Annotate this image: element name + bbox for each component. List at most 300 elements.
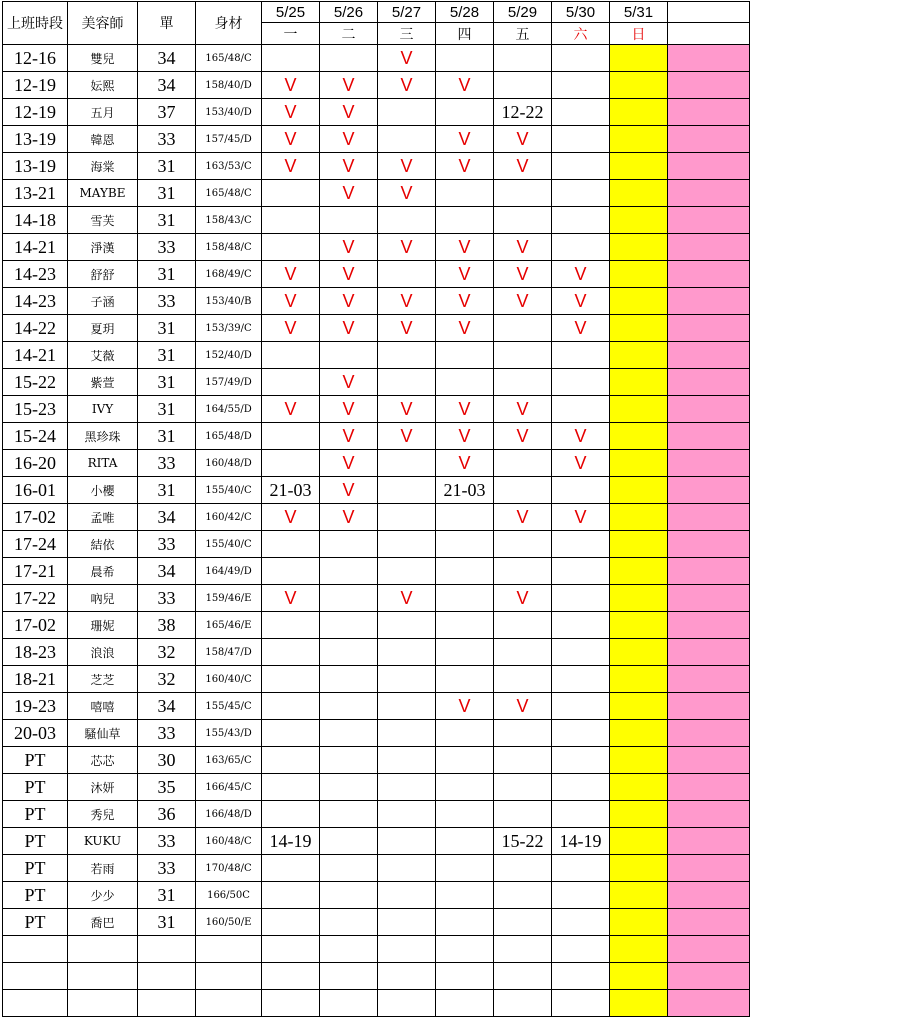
extra-column-cell — [668, 612, 750, 639]
schedule-mark-cell — [320, 666, 378, 693]
schedule-mark-cell: V — [436, 126, 494, 153]
schedule-mark-cell — [436, 369, 494, 396]
extra-column-cell — [668, 585, 750, 612]
schedule-mark-cell — [610, 315, 668, 342]
count-cell: 33 — [138, 288, 196, 315]
schedule-mark-cell — [610, 990, 668, 1017]
schedule-mark-cell: V — [262, 126, 320, 153]
header-date-4: 5/28 — [436, 2, 494, 23]
count-cell: 33 — [138, 531, 196, 558]
schedule-mark-cell: V — [436, 315, 494, 342]
schedule-mark-cell — [262, 936, 320, 963]
schedule-mark-cell: V — [320, 99, 378, 126]
shift-cell — [3, 963, 68, 990]
schedule-mark-cell — [436, 99, 494, 126]
table-row — [3, 153, 750, 180]
header-date-5: 5/29 — [494, 2, 552, 23]
count-cell: 33 — [138, 585, 196, 612]
table-row — [3, 180, 750, 207]
body-stats-cell: 165/48/C — [196, 180, 262, 207]
schedule-mark-cell — [262, 774, 320, 801]
schedule-mark-cell — [610, 234, 668, 261]
schedule-mark-cell — [552, 963, 610, 990]
schedule-mark-cell — [610, 855, 668, 882]
schedule-mark-cell — [262, 882, 320, 909]
body-stats-cell: 164/55/D — [196, 396, 262, 423]
schedule-mark-cell — [262, 234, 320, 261]
table-row — [3, 585, 750, 612]
schedule-mark-cell: V — [494, 234, 552, 261]
shift-cell: 17-02 — [3, 504, 68, 531]
shift-cell: PT — [3, 747, 68, 774]
schedule-mark-cell — [610, 936, 668, 963]
count-cell: 38 — [138, 612, 196, 639]
stylist-name-cell: 少少 — [68, 882, 138, 909]
schedule-mark-cell — [552, 855, 610, 882]
header-weekday-3: 三 — [378, 23, 436, 45]
schedule-mark-cell: V — [320, 288, 378, 315]
shift-cell: 17-22 — [3, 585, 68, 612]
count-cell: 30 — [138, 747, 196, 774]
stylist-name-cell: KUKU — [68, 828, 138, 855]
stylist-name-cell: IVY — [68, 396, 138, 423]
schedule-mark-cell: V — [262, 396, 320, 423]
shift-cell: 17-02 — [3, 612, 68, 639]
schedule-mark-cell — [610, 909, 668, 936]
extra-column-cell — [668, 207, 750, 234]
schedule-mark-cell: 14-19 — [262, 828, 320, 855]
body-stats-cell: 153/39/C — [196, 315, 262, 342]
shift-cell: 12-16 — [3, 45, 68, 72]
schedule-mark-cell: V — [320, 423, 378, 450]
schedule-mark-cell — [552, 936, 610, 963]
count-cell: 37 — [138, 99, 196, 126]
table-row — [3, 288, 750, 315]
header-weekday-2: 二 — [320, 23, 378, 45]
body-stats-cell: 163/65/C — [196, 747, 262, 774]
schedule-mark-cell — [610, 72, 668, 99]
schedule-mark-cell — [610, 882, 668, 909]
count-cell: 31 — [138, 153, 196, 180]
count-cell: 31 — [138, 207, 196, 234]
schedule-mark-cell — [320, 558, 378, 585]
body-stats-cell: 153/40/B — [196, 288, 262, 315]
schedule-mark-cell — [436, 882, 494, 909]
schedule-mark-cell — [494, 477, 552, 504]
schedule-mark-cell — [494, 936, 552, 963]
schedule-mark-cell — [610, 180, 668, 207]
extra-column-cell — [668, 72, 750, 99]
count-cell: 32 — [138, 639, 196, 666]
schedule-mark-cell — [378, 963, 436, 990]
schedule-mark-cell: V — [378, 153, 436, 180]
shift-cell: 14-23 — [3, 261, 68, 288]
body-stats-cell: 163/53/C — [196, 153, 262, 180]
table-row — [3, 882, 750, 909]
count-cell: 32 — [138, 666, 196, 693]
stylist-name-cell: 沐妍 — [68, 774, 138, 801]
schedule-mark-cell — [320, 909, 378, 936]
shift-cell: 15-23 — [3, 396, 68, 423]
table-row — [3, 99, 750, 126]
schedule-mark-cell — [262, 747, 320, 774]
schedule-mark-cell: V — [494, 504, 552, 531]
extra-column-cell — [668, 396, 750, 423]
body-stats-cell: 164/49/D — [196, 558, 262, 585]
schedule-mark-cell — [436, 828, 494, 855]
schedule-mark-cell — [610, 126, 668, 153]
schedule-mark-cell: V — [436, 693, 494, 720]
schedule-mark-cell — [436, 45, 494, 72]
schedule-mark-cell — [610, 963, 668, 990]
schedule-mark-cell — [494, 801, 552, 828]
schedule-mark-cell: V — [378, 315, 436, 342]
schedule-mark-cell: 15-22 — [494, 828, 552, 855]
header-date-1: 5/25 — [262, 2, 320, 23]
body-stats-cell: 160/50/E — [196, 909, 262, 936]
shift-cell: 12-19 — [3, 99, 68, 126]
schedule-mark-cell — [320, 747, 378, 774]
body-stats-cell: 153/40/D — [196, 99, 262, 126]
stylist-name-cell: 吶兒 — [68, 585, 138, 612]
body-stats-cell: 166/50C — [196, 882, 262, 909]
schedule-mark-cell — [320, 990, 378, 1017]
schedule-mark-cell: V — [262, 585, 320, 612]
extra-column-cell — [668, 909, 750, 936]
shift-cell: 15-24 — [3, 423, 68, 450]
schedule-mark-cell — [436, 585, 494, 612]
shift-cell: 18-21 — [3, 666, 68, 693]
schedule-mark-cell: V — [494, 693, 552, 720]
stylist-name-cell: 孟唯 — [68, 504, 138, 531]
schedule-mark-cell: V — [436, 288, 494, 315]
shift-cell: 14-21 — [3, 342, 68, 369]
extra-column-cell — [668, 666, 750, 693]
schedule-mark-cell — [610, 477, 668, 504]
table-row — [3, 342, 750, 369]
schedule-mark-cell: V — [262, 315, 320, 342]
schedule-mark-cell — [378, 612, 436, 639]
schedule-mark-cell: V — [494, 153, 552, 180]
schedule-mark-cell — [494, 963, 552, 990]
extra-column-cell — [668, 882, 750, 909]
stylist-name-cell: 若雨 — [68, 855, 138, 882]
table-row — [3, 855, 750, 882]
schedule-mark-cell — [494, 450, 552, 477]
schedule-mark-cell — [610, 693, 668, 720]
count-cell: 34 — [138, 45, 196, 72]
extra-column-cell — [668, 639, 750, 666]
schedule-mark-cell — [436, 180, 494, 207]
schedule-mark-cell — [610, 369, 668, 396]
shift-cell: 13-21 — [3, 180, 68, 207]
schedule-mark-cell — [436, 855, 494, 882]
extra-column-cell — [668, 126, 750, 153]
header-weekday-extra-blank — [668, 23, 750, 45]
schedule-mark-cell: V — [320, 477, 378, 504]
table-row — [3, 909, 750, 936]
schedule-mark-cell — [552, 558, 610, 585]
schedule-mark-cell: V — [436, 423, 494, 450]
table-row — [3, 261, 750, 288]
schedule-mark-cell: V — [320, 396, 378, 423]
schedule-mark-cell — [378, 477, 436, 504]
count-cell: 34 — [138, 72, 196, 99]
table-row — [3, 747, 750, 774]
schedule-mark-cell: V — [320, 261, 378, 288]
body-stats-cell: 158/40/D — [196, 72, 262, 99]
schedule-mark-cell — [378, 369, 436, 396]
shift-cell: 12-19 — [3, 72, 68, 99]
shift-cell: 16-20 — [3, 450, 68, 477]
schedule-mark-cell — [436, 666, 494, 693]
stylist-name-cell: 晨希 — [68, 558, 138, 585]
body-stats-cell: 158/43/C — [196, 207, 262, 234]
body-stats-cell: 160/40/C — [196, 666, 262, 693]
schedule-mark-cell: V — [494, 585, 552, 612]
body-stats-cell — [196, 936, 262, 963]
schedule-mark-cell — [552, 585, 610, 612]
schedule-mark-cell: V — [378, 72, 436, 99]
stylist-name-cell: 芯芯 — [68, 747, 138, 774]
stylist-name-cell: 海棠 — [68, 153, 138, 180]
schedule-mark-cell — [552, 747, 610, 774]
table-row — [3, 612, 750, 639]
schedule-mark-cell — [262, 207, 320, 234]
schedule-mark-cell — [494, 666, 552, 693]
schedule-mark-cell — [262, 990, 320, 1017]
extra-column-cell — [668, 828, 750, 855]
schedule-mark-cell — [262, 342, 320, 369]
schedule-table — [2, 1, 750, 1017]
schedule-mark-cell: 12-22 — [494, 99, 552, 126]
schedule-mark-cell — [552, 612, 610, 639]
schedule-mark-cell — [610, 288, 668, 315]
schedule-mark-cell — [320, 639, 378, 666]
stylist-name-cell: 紫萱 — [68, 369, 138, 396]
extra-column-cell — [668, 531, 750, 558]
count-cell: 33 — [138, 450, 196, 477]
table-row — [3, 531, 750, 558]
schedule-mark-cell — [610, 99, 668, 126]
stylist-name-cell: 芝芝 — [68, 666, 138, 693]
schedule-mark-cell — [494, 990, 552, 1017]
schedule-mark-cell: V — [552, 423, 610, 450]
schedule-mark-cell: V — [436, 396, 494, 423]
schedule-mark-cell: V — [262, 261, 320, 288]
schedule-mark-cell: V — [494, 288, 552, 315]
schedule-mark-cell: V — [552, 450, 610, 477]
stylist-name-cell: 浪浪 — [68, 639, 138, 666]
schedule-mark-cell — [552, 45, 610, 72]
schedule-mark-cell — [494, 207, 552, 234]
body-stats-cell: 158/48/C — [196, 234, 262, 261]
header-extra-blank — [668, 2, 750, 23]
header-count: 單 — [138, 2, 196, 45]
schedule-mark-cell — [378, 909, 436, 936]
header-weekday-7: 日 — [610, 23, 668, 45]
table-row — [3, 558, 750, 585]
stylist-name-cell: 喬巴 — [68, 909, 138, 936]
table-row — [3, 477, 750, 504]
schedule-mark-cell — [610, 585, 668, 612]
count-cell: 35 — [138, 774, 196, 801]
table-row — [3, 693, 750, 720]
header-weekday-1: 一 — [262, 23, 320, 45]
schedule-mark-cell — [262, 180, 320, 207]
count-cell: 31 — [138, 315, 196, 342]
body-stats-cell: 155/43/D — [196, 720, 262, 747]
schedule-mark-cell — [320, 774, 378, 801]
body-stats-cell: 160/48/C — [196, 828, 262, 855]
schedule-mark-cell — [610, 396, 668, 423]
table-body — [3, 45, 750, 1017]
schedule-mark-cell — [436, 747, 494, 774]
schedule-mark-cell: V — [378, 396, 436, 423]
stylist-name-cell — [68, 963, 138, 990]
count-cell: 34 — [138, 693, 196, 720]
schedule-mark-cell — [378, 558, 436, 585]
table-row — [3, 639, 750, 666]
schedule-mark-cell — [494, 720, 552, 747]
schedule-mark-cell — [494, 315, 552, 342]
schedule-mark-cell — [262, 909, 320, 936]
schedule-mark-cell — [610, 207, 668, 234]
schedule-mark-cell — [378, 450, 436, 477]
schedule-mark-cell — [494, 342, 552, 369]
schedule-mark-cell: V — [378, 45, 436, 72]
shift-cell: PT — [3, 855, 68, 882]
schedule-mark-cell — [436, 963, 494, 990]
count-cell: 31 — [138, 477, 196, 504]
shift-cell: PT — [3, 909, 68, 936]
schedule-mark-cell — [262, 45, 320, 72]
schedule-mark-cell — [552, 531, 610, 558]
schedule-mark-cell: V — [320, 180, 378, 207]
shift-cell: 17-24 — [3, 531, 68, 558]
schedule-mark-cell — [552, 720, 610, 747]
schedule-mark-cell — [494, 531, 552, 558]
extra-column-cell — [668, 963, 750, 990]
count-cell: 31 — [138, 909, 196, 936]
schedule-mark-cell — [262, 450, 320, 477]
extra-column-cell — [668, 693, 750, 720]
schedule-mark-cell — [552, 234, 610, 261]
header-weekday-4: 四 — [436, 23, 494, 45]
schedule-mark-cell — [494, 855, 552, 882]
stylist-name-cell: 舒舒 — [68, 261, 138, 288]
extra-column-cell — [668, 45, 750, 72]
schedule-mark-cell — [552, 342, 610, 369]
schedule-mark-cell — [262, 558, 320, 585]
schedule-mark-cell — [436, 207, 494, 234]
schedule-mark-cell: V — [262, 288, 320, 315]
count-cell — [138, 936, 196, 963]
schedule-mark-cell — [262, 666, 320, 693]
stylist-name-cell: 夏玥 — [68, 315, 138, 342]
extra-column-cell — [668, 423, 750, 450]
header-shift: 上班時段 — [3, 2, 68, 45]
extra-column-cell — [668, 801, 750, 828]
schedule-mark-cell — [262, 855, 320, 882]
schedule-mark-cell — [378, 855, 436, 882]
stylist-name-cell: 子涵 — [68, 288, 138, 315]
schedule-mark-cell — [610, 747, 668, 774]
schedule-mark-cell — [610, 450, 668, 477]
schedule-mark-cell: V — [320, 369, 378, 396]
schedule-mark-cell: V — [552, 261, 610, 288]
body-stats-cell — [196, 990, 262, 1017]
count-cell — [138, 990, 196, 1017]
schedule-mark-cell — [378, 747, 436, 774]
schedule-mark-cell — [262, 423, 320, 450]
schedule-mark-cell — [436, 720, 494, 747]
body-stats-cell: 160/42/C — [196, 504, 262, 531]
shift-cell: 14-23 — [3, 288, 68, 315]
schedule-mark-cell: V — [552, 504, 610, 531]
schedule-mark-cell — [494, 774, 552, 801]
body-stats-cell — [196, 963, 262, 990]
schedule-mark-cell — [552, 909, 610, 936]
schedule-mark-cell — [262, 369, 320, 396]
body-stats-cell: 165/46/E — [196, 612, 262, 639]
schedule-mark-cell — [552, 639, 610, 666]
body-stats-cell: 152/40/D — [196, 342, 262, 369]
body-stats-cell: 165/48/C — [196, 45, 262, 72]
schedule-mark-cell: V — [262, 504, 320, 531]
extra-column-cell — [668, 558, 750, 585]
shift-cell: 18-23 — [3, 639, 68, 666]
extra-column-cell — [668, 747, 750, 774]
schedule-mark-cell: V — [320, 234, 378, 261]
count-cell: 31 — [138, 180, 196, 207]
schedule-mark-cell — [378, 882, 436, 909]
table-row — [3, 801, 750, 828]
table-row — [3, 504, 750, 531]
table-row — [3, 666, 750, 693]
schedule-mark-cell: V — [378, 288, 436, 315]
header-date-3: 5/27 — [378, 2, 436, 23]
shift-cell: PT — [3, 882, 68, 909]
table-row — [3, 423, 750, 450]
header-date-6: 5/30 — [552, 2, 610, 23]
stylist-name-cell — [68, 990, 138, 1017]
count-cell: 33 — [138, 828, 196, 855]
stylist-name-cell: 珊妮 — [68, 612, 138, 639]
schedule-mark-cell — [552, 666, 610, 693]
schedule-mark-cell — [320, 585, 378, 612]
schedule-mark-cell — [494, 72, 552, 99]
schedule-mark-cell: 14-19 — [552, 828, 610, 855]
schedule-mark-cell — [494, 369, 552, 396]
schedule-mark-cell: V — [262, 99, 320, 126]
shift-cell: 14-18 — [3, 207, 68, 234]
extra-column-cell — [668, 180, 750, 207]
body-stats-cell: 158/47/D — [196, 639, 262, 666]
schedule-mark-cell — [610, 639, 668, 666]
schedule-mark-cell — [610, 342, 668, 369]
schedule-mark-cell — [552, 369, 610, 396]
count-cell — [138, 963, 196, 990]
count-cell: 31 — [138, 423, 196, 450]
schedule-mark-cell — [262, 639, 320, 666]
schedule-mark-cell — [610, 801, 668, 828]
schedule-mark-cell — [378, 774, 436, 801]
stylist-name-cell: 妘熙 — [68, 72, 138, 99]
schedule-mark-cell: V — [494, 126, 552, 153]
schedule-mark-cell — [262, 693, 320, 720]
schedule-mark-cell — [378, 666, 436, 693]
